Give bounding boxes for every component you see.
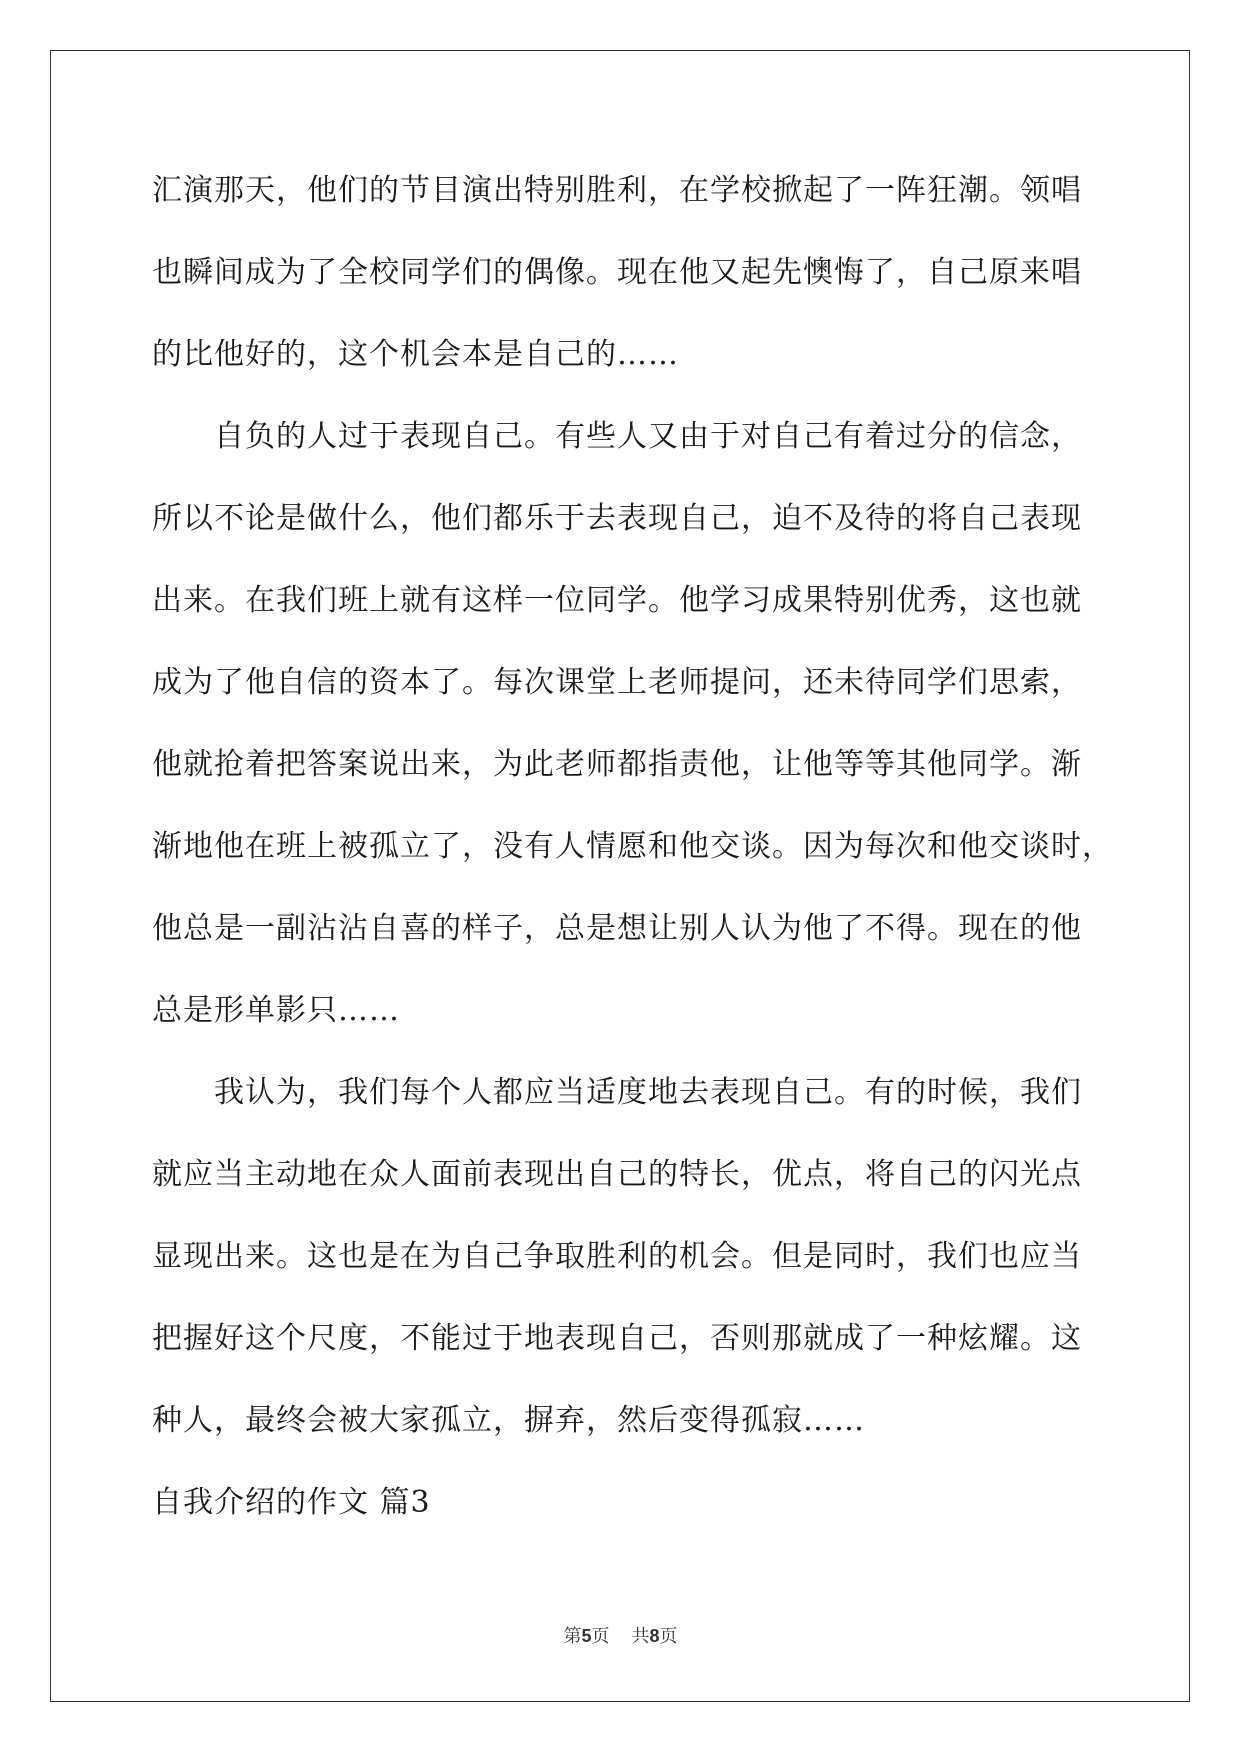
- footer-prefix: 第: [563, 1626, 582, 1647]
- paragraph: [152, 406, 1113, 1062]
- text-line: 也瞬间成为了全校同学们的偶像。现在他又起先懊悔了，自己原来唱: [152, 255, 1082, 290]
- text-line: 所以不论是做什么，他们都乐于去表现自己，迫不及待的将自己表现: [152, 501, 1082, 536]
- text-line: 就应当主动地在众人面前表现出自己的特长，优点，将自己的闪光点: [152, 1157, 1082, 1192]
- footer-total-prefix: 共: [631, 1626, 650, 1647]
- total-page-number: 8: [649, 1626, 660, 1646]
- page-footer: [0, 1622, 1241, 1648]
- text-line: 种人，最终会被大家孤立，摒弃，然后变得孤寂……: [152, 1403, 865, 1438]
- text-line: 成为了他自信的资本了。每次课堂上老师提问，还未待同学们思索，: [152, 665, 1082, 700]
- text-line: 把握好这个尺度，不能过于地表现自己，否则那就成了一种炫耀。这: [152, 1321, 1082, 1356]
- text-line: 自负的人过于表现自己。有些人又由于对自己有着过分的信念，: [214, 419, 1082, 454]
- section-heading: 自我介绍的作文 篇3: [152, 1485, 431, 1520]
- text-line: 渐地他在班上被孤立了，没有人情愿和他交谈。因为每次和他交谈时，: [152, 829, 1113, 864]
- paragraph: [152, 160, 1092, 406]
- paragraph: [152, 1062, 1092, 1472]
- text-line: 显现出来。这也是在为自己争取胜利的机会。但是同时，我们也应当: [152, 1239, 1082, 1274]
- text-line: 汇演那天，他们的节目演出特别胜利，在学校掀起了一阵狂潮。领唱: [152, 173, 1082, 208]
- current-page-number: 5: [581, 1626, 592, 1646]
- text-line: 我认为，我们每个人都应当适度地去表现自己。有的时候，我们: [214, 1075, 1082, 1110]
- text-line: 他就抢着把答案说出来，为此老师都指责他，让他等等其他同学。渐: [152, 747, 1082, 782]
- text-line: 的比他好的，这个机会本是自己的……: [152, 337, 679, 372]
- text-line: 出来。在我们班上就有这样一位同学。他学习成果特别优秀，这也就: [152, 583, 1082, 618]
- footer-suffix: 页: [591, 1626, 610, 1647]
- text-line: 他总是一副沾沾自喜的样子，总是想让别人认为他了不得。现在的他: [152, 911, 1082, 946]
- text-line: 总是形单影只……: [152, 993, 400, 1028]
- footer-total-suffix: 页: [659, 1626, 678, 1647]
- document-body: [152, 160, 1113, 1554]
